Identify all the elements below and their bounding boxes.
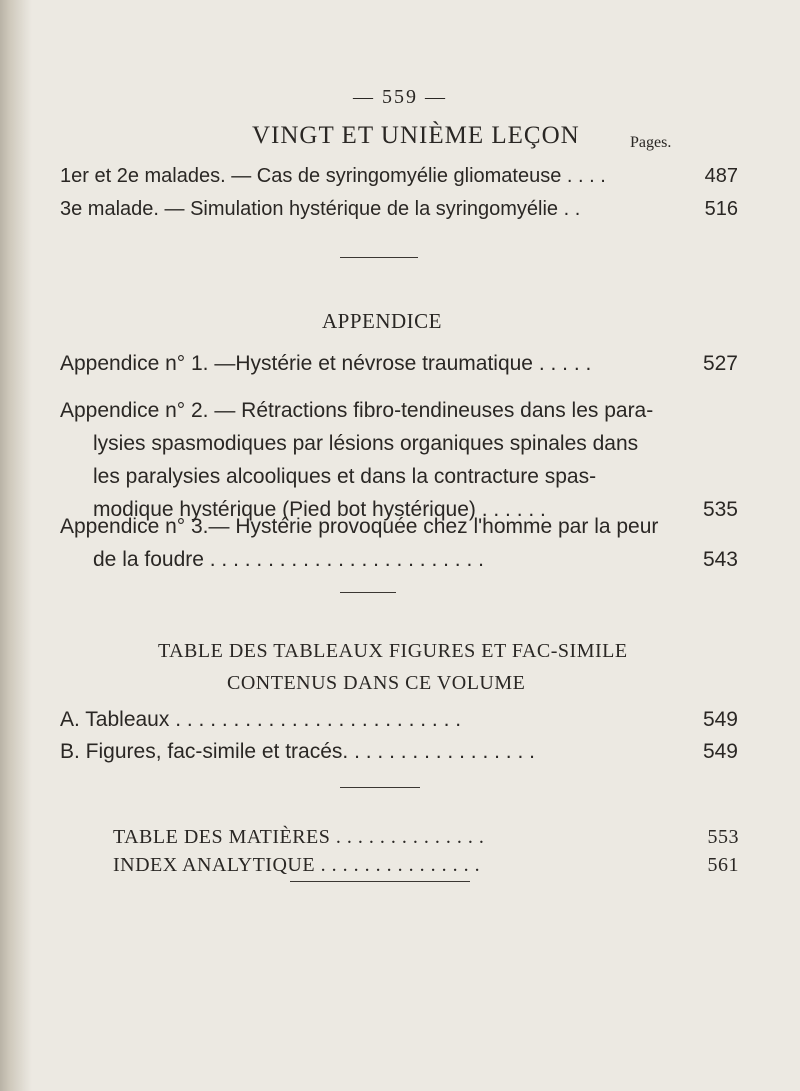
toc-entry-appendice-3 <box>60 510 740 576</box>
toc-entry-line: modique hystérique (Pied bot hystérique) . . . . . . <box>93 498 546 521</box>
toc-entry-page: 516 <box>704 198 738 220</box>
toc-entry-text: B. Figures, fac-simile et tracés. . . . . . . . . . . . . . . . . <box>60 740 535 763</box>
toc-entry-appendice-2 <box>60 394 740 526</box>
lecon-title: VINGT ET UNIÈME LEÇON <box>252 122 580 149</box>
toc-entry-lecon-2 <box>60 198 738 221</box>
toc-entry-tableaux-b <box>60 740 738 764</box>
section-divider <box>340 592 396 593</box>
section-divider <box>340 257 418 258</box>
toc-entry-page: 553 <box>707 826 739 848</box>
toc-entry-line: lysies spasmodiques par lésions organiques spinales dans <box>93 432 639 455</box>
toc-entry-text: 1er et 2e malades. — Cas de syringomyélie gliomateuse . . . . <box>60 165 606 187</box>
toc-entry-text: TABLE DES MATIÈRES . . . . . . . . . . . . . . <box>113 826 485 848</box>
toc-entry-page: 561 <box>707 854 739 876</box>
toc-entry-line: Appendice n° 2. — Rétractions fibro-tendineuses dans les para- <box>60 399 654 422</box>
tableaux-title-line2: CONTENUS DANS CE VOLUME <box>227 672 526 694</box>
section-divider <box>290 881 470 882</box>
appendice-title: APPENDICE <box>322 309 443 333</box>
section-divider <box>340 787 420 788</box>
toc-entry-text: 3e malade. — Simulation hystérique de la syringomyélie . . <box>60 198 581 220</box>
toc-entry-appendice-1 <box>60 352 738 376</box>
toc-entry-text: Appendice n° 1. —Hystérie et névrose traumatique . . . . . <box>60 352 592 375</box>
toc-entry-text: INDEX ANALYTIQUE . . . . . . . . . . . . . . . <box>113 854 481 876</box>
toc-entry-line: les paralysies alcooliques et dans la contracture spas- <box>93 465 597 488</box>
page-number: — 559 — <box>353 86 447 108</box>
toc-entry-page: 543 <box>702 548 738 571</box>
toc-entry-index <box>113 854 739 877</box>
pages-header: Pages. <box>630 134 672 151</box>
toc-entry-page: 535 <box>702 498 738 521</box>
tableaux-title-line1: TABLE DES TABLEAUX FIGURES ET FAC-SIMILE <box>158 640 628 662</box>
page-gutter-shadow <box>0 0 32 1091</box>
toc-entry-page: 549 <box>702 708 738 731</box>
toc-entry-line: Appendice n° 3.— Hystérie provoquée chez l'homme par la peur <box>60 515 659 538</box>
toc-entry-text: A. Tableaux . . . . . . . . . . . . . . . . . . . . . . . . . <box>60 708 462 731</box>
toc-entry-line: de la foudre . . . . . . . . . . . . . . . . . . . . . . . . <box>93 548 484 571</box>
toc-entry-page: 527 <box>702 352 738 375</box>
toc-entry-tableaux-a <box>60 708 738 732</box>
toc-entry-page: 487 <box>704 165 738 187</box>
toc-entry-matieres <box>113 826 739 849</box>
toc-entry-lecon-1 <box>60 165 738 188</box>
toc-entry-page: 549 <box>702 740 738 763</box>
